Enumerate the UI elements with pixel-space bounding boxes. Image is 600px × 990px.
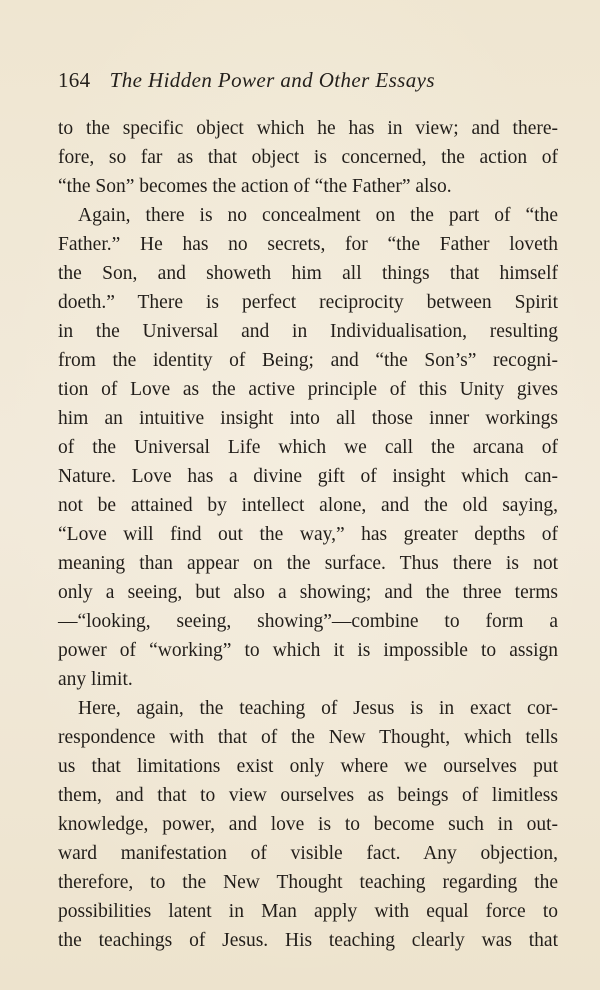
text-line: Father.” He has no secrets, for “the Father loveth xyxy=(58,234,558,256)
text-line: him an intuitive insight into all those inner workings xyxy=(58,408,558,430)
text-line: therefore, to the New Thought teaching regarding the xyxy=(58,872,558,894)
text-line: —“looking, seeing, showing”—combine to form a xyxy=(58,611,558,633)
text-line: the Son, and showeth him all things that himself xyxy=(58,263,558,285)
text-line: any limit. xyxy=(58,669,133,691)
text-line: from the identity of Being; and “the Son’s” recogni- xyxy=(58,350,558,372)
text-line: respondence with that of the New Thought, which tells xyxy=(58,727,558,749)
text-line: power of “working” to which it is impossible to assign xyxy=(58,640,558,662)
text-line: possibilities latent in Man apply with equal force to xyxy=(58,901,558,923)
text-line: ward manifestation of visible fact. Any objection, xyxy=(58,843,558,865)
text-line: us that limitations exist only where we ourselves put xyxy=(58,756,558,778)
text-line: the teachings of Jesus. His teaching clearly was that xyxy=(58,930,558,952)
text-line: meaning than appear on the surface. Thus there is not xyxy=(58,553,558,575)
body-text xyxy=(58,114,558,955)
text-line: knowledge, power, and love is to become such in out- xyxy=(58,814,558,836)
text-line: Again, there is no concealment on the part of “the xyxy=(78,205,558,227)
text-line: of the Universal Life which we call the arcana of xyxy=(58,437,558,459)
text-line: “Love will find out the way,” has greater depths of xyxy=(58,524,558,546)
page-number: 164 xyxy=(58,68,91,92)
running-title: The Hidden Power and Other Essays xyxy=(109,68,435,92)
text-line: “the Son” becomes the action of “the Father” also. xyxy=(58,176,452,198)
text-line: not be attained by intellect alone, and the old saying, xyxy=(58,495,558,517)
text-line: in the Universal and in Individualisation, resulting xyxy=(58,321,558,343)
text-line: doeth.” There is perfect reciprocity between Spirit xyxy=(58,292,558,314)
page-header xyxy=(58,68,558,98)
text-line: fore, so far as that object is concerned, the action of xyxy=(58,147,558,169)
text-line: to the specific object which he has in view; and there- xyxy=(58,118,558,139)
text-line: only a seeing, but also a showing; and the three terms xyxy=(58,582,558,604)
text-line: Nature. Love has a divine gift of insight which can- xyxy=(58,466,558,488)
text-line: them, and that to view ourselves as beings of limitless xyxy=(58,785,558,807)
text-line: Here, again, the teaching of Jesus is in exact cor- xyxy=(78,698,558,720)
text-line: tion of Love as the active principle of this Unity gives xyxy=(58,379,558,401)
